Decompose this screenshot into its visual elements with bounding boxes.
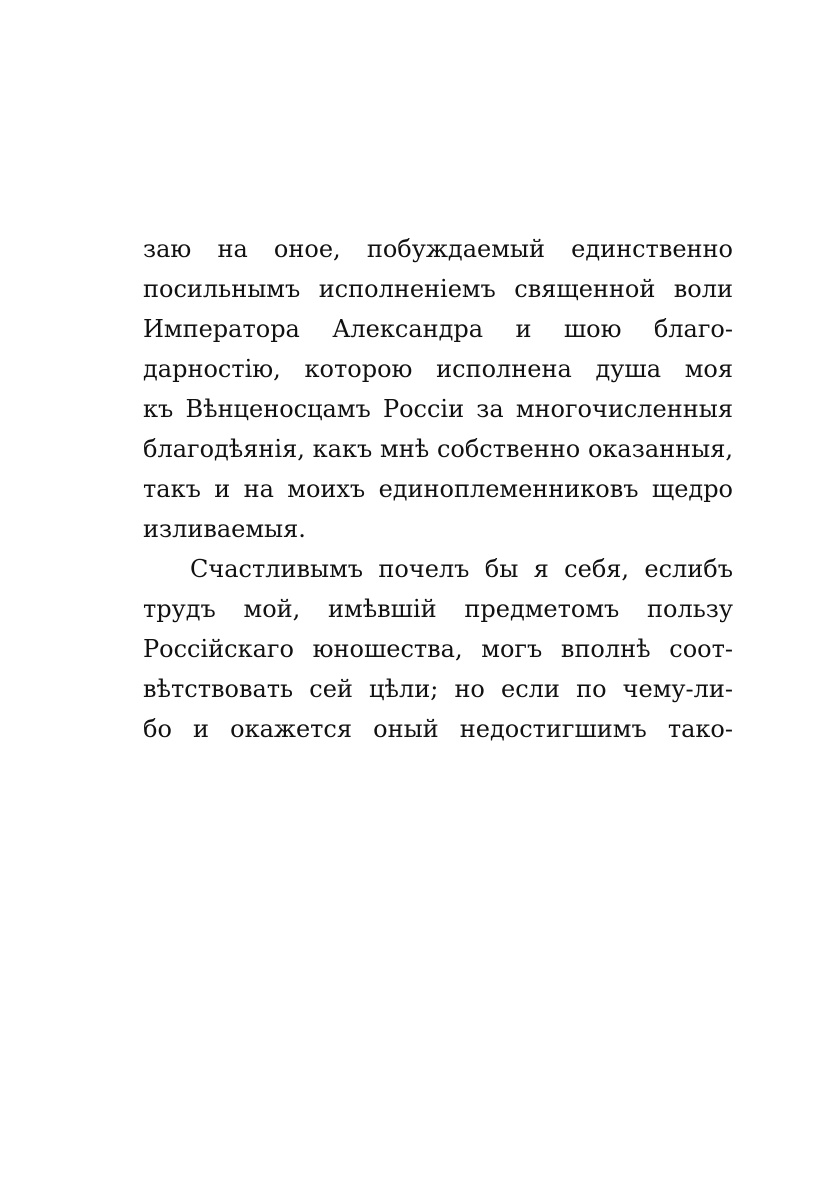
text-line: вѣтствовать сей цѣли; но если по чему-ли- — [143, 675, 733, 703]
text-line: дарностію, которою исполнена душа моя — [143, 355, 733, 383]
text-line: трудъ мой, имѣвшій предметомъ пользу — [143, 595, 733, 623]
text-line: такъ и на моихъ единоплеменниковъ щедро — [143, 475, 733, 503]
text-line: къ Вѣнценосцамъ Россіи за многочисленныя — [143, 395, 733, 423]
text-line: посильнымъ исполненіемъ священной воли — [143, 275, 733, 303]
text-line: Счастливымъ почелъ бы я себя, еслибъ — [190, 555, 733, 583]
text-line: заю на оное, побуждаемый единственно — [143, 235, 733, 263]
paragraph-2 — [143, 549, 733, 749]
text-line: изливаемыя. — [143, 515, 306, 543]
paragraph-1 — [143, 229, 733, 549]
text-line: Россійскаго юношества, могъ вполнѣ соот- — [143, 635, 733, 663]
text-line: бо и окажется оный недостигшимъ тако- — [143, 715, 733, 743]
text-line: благодѣянія, какъ мнѣ собственно оказанныя, — [143, 435, 733, 463]
text-line: Императора Александра и шою благо- — [143, 315, 733, 343]
